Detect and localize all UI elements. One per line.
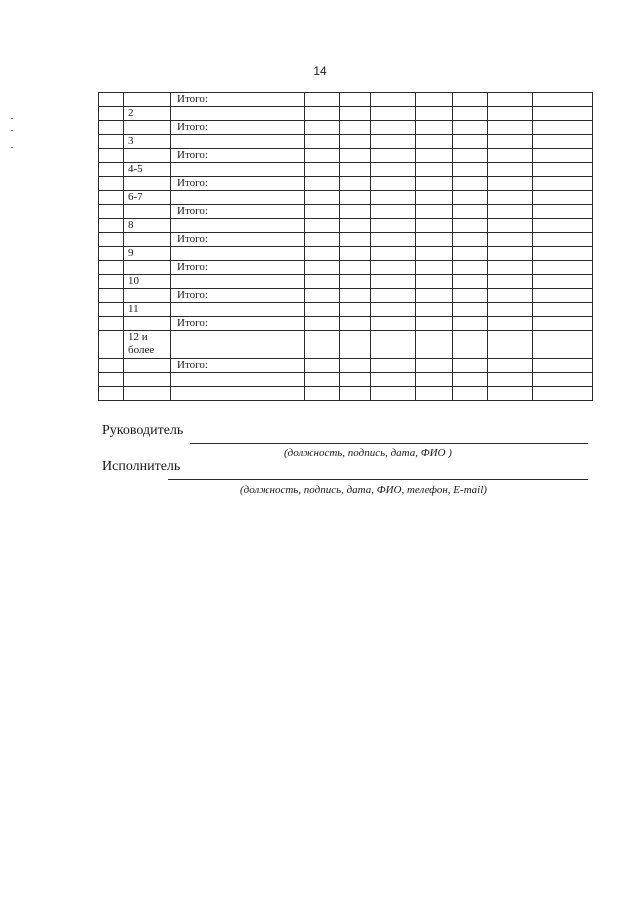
empty-cell (416, 317, 453, 331)
table-row (99, 219, 593, 233)
label-cell: Итого: (171, 177, 305, 191)
empty-cell (453, 261, 488, 275)
empty-cell (371, 359, 416, 373)
empty-cell (371, 387, 416, 401)
empty-cell (305, 275, 340, 289)
label-cell: Итого: (171, 149, 305, 163)
label-cell: Итого: (171, 233, 305, 247)
label-cell: Итого: (171, 93, 305, 107)
empty-cell (340, 233, 371, 247)
empty-cell (99, 275, 124, 289)
empty-cell (416, 387, 453, 401)
empty-cell (533, 373, 593, 387)
table-row (99, 317, 593, 331)
empty-cell (488, 177, 533, 191)
table-row (99, 107, 593, 121)
empty-cell (340, 93, 371, 107)
empty-cell (453, 107, 488, 121)
empty-cell (305, 261, 340, 275)
empty-cell (305, 317, 340, 331)
table-row (99, 233, 593, 247)
table-row (99, 191, 593, 205)
group-cell: 6-7 (124, 191, 171, 205)
empty-cell (371, 191, 416, 205)
empty-cell (488, 163, 533, 177)
empty-cell (533, 331, 593, 359)
report-table (98, 92, 593, 401)
group-cell: 2 (124, 107, 171, 121)
group-cell: 4-5 (124, 163, 171, 177)
empty-cell (453, 93, 488, 107)
empty-cell (488, 93, 533, 107)
empty-cell (371, 121, 416, 135)
label-cell (171, 191, 305, 205)
empty-cell (99, 163, 124, 177)
empty-cell (533, 107, 593, 121)
empty-cell (453, 233, 488, 247)
empty-cell (488, 247, 533, 261)
empty-cell (305, 219, 340, 233)
empty-cell (416, 163, 453, 177)
empty-cell (371, 275, 416, 289)
group-cell (124, 261, 171, 275)
label-cell (171, 331, 305, 359)
empty-cell (533, 303, 593, 317)
empty-cell (340, 163, 371, 177)
head-label: Руководитель (102, 423, 184, 438)
table-row (99, 331, 593, 359)
empty-cell (533, 191, 593, 205)
label-cell (171, 219, 305, 233)
empty-cell (340, 331, 371, 359)
empty-cell (99, 191, 124, 205)
empty-cell (488, 317, 533, 331)
scan-margin-mark (11, 130, 13, 131)
empty-cell (371, 317, 416, 331)
empty-cell (533, 359, 593, 373)
empty-cell (533, 177, 593, 191)
empty-cell (533, 275, 593, 289)
empty-cell (416, 219, 453, 233)
empty-cell (533, 205, 593, 219)
table-row (99, 163, 593, 177)
table-row (99, 289, 593, 303)
group-cell: 10 (124, 275, 171, 289)
empty-cell (453, 359, 488, 373)
empty-cell (416, 135, 453, 149)
group-cell (124, 317, 171, 331)
table-body (99, 93, 593, 401)
empty-cell (371, 107, 416, 121)
group-cell (124, 233, 171, 247)
empty-cell (453, 387, 488, 401)
empty-cell (305, 233, 340, 247)
executor-signature-line (168, 479, 588, 480)
table-row (99, 373, 593, 387)
empty-cell (99, 289, 124, 303)
empty-cell (99, 121, 124, 135)
group-cell (124, 177, 171, 191)
empty-cell (453, 303, 488, 317)
empty-cell (453, 163, 488, 177)
empty-cell (533, 247, 593, 261)
empty-cell (340, 149, 371, 163)
group-cell (124, 121, 171, 135)
group-cell (124, 289, 171, 303)
group-cell: 12 и более (124, 331, 171, 359)
empty-cell (340, 317, 371, 331)
empty-cell (371, 373, 416, 387)
label-cell (171, 135, 305, 149)
group-cell (124, 205, 171, 219)
empty-cell (453, 121, 488, 135)
label-cell (171, 275, 305, 289)
empty-cell (488, 303, 533, 317)
empty-cell (305, 359, 340, 373)
empty-cell (340, 261, 371, 275)
group-cell (124, 149, 171, 163)
empty-cell (99, 93, 124, 107)
label-cell (171, 303, 305, 317)
empty-cell (416, 205, 453, 219)
empty-cell (371, 205, 416, 219)
label-cell: Итого: (171, 289, 305, 303)
table-row (99, 149, 593, 163)
table-row (99, 177, 593, 191)
empty-cell (416, 149, 453, 163)
empty-cell (453, 373, 488, 387)
empty-cell (416, 177, 453, 191)
table-row (99, 359, 593, 373)
empty-cell (416, 303, 453, 317)
empty-cell (488, 191, 533, 205)
empty-cell (305, 107, 340, 121)
page-number: 14 (313, 64, 327, 78)
head-signature-line (190, 443, 588, 444)
empty-cell (305, 331, 340, 359)
empty-cell (305, 163, 340, 177)
empty-cell (340, 373, 371, 387)
group-cell (124, 387, 171, 401)
empty-cell (99, 205, 124, 219)
empty-cell (340, 219, 371, 233)
empty-cell (340, 289, 371, 303)
empty-cell (305, 205, 340, 219)
empty-cell (99, 261, 124, 275)
empty-cell (99, 219, 124, 233)
label-cell (171, 373, 305, 387)
empty-cell (533, 219, 593, 233)
empty-cell (416, 275, 453, 289)
empty-cell (99, 247, 124, 261)
group-cell: 8 (124, 219, 171, 233)
empty-cell (533, 317, 593, 331)
empty-cell (416, 373, 453, 387)
empty-cell (371, 163, 416, 177)
empty-cell (453, 135, 488, 149)
empty-cell (305, 289, 340, 303)
label-cell (171, 107, 305, 121)
label-cell: Итого: (171, 261, 305, 275)
scan-margin-mark (11, 118, 13, 119)
empty-cell (453, 275, 488, 289)
empty-cell (371, 219, 416, 233)
empty-cell (99, 107, 124, 121)
empty-cell (488, 373, 533, 387)
empty-cell (305, 373, 340, 387)
empty-cell (488, 331, 533, 359)
empty-cell (305, 191, 340, 205)
empty-cell (340, 205, 371, 219)
empty-cell (305, 121, 340, 135)
label-cell: Итого: (171, 121, 305, 135)
empty-cell (416, 191, 453, 205)
empty-cell (371, 149, 416, 163)
empty-cell (488, 233, 533, 247)
group-cell: 3 (124, 135, 171, 149)
empty-cell (416, 261, 453, 275)
empty-cell (340, 107, 371, 121)
head-caption: (должность, подпись, дата, ФИО ) (284, 447, 452, 459)
table-row (99, 205, 593, 219)
empty-cell (340, 247, 371, 261)
label-cell (171, 247, 305, 261)
empty-cell (305, 387, 340, 401)
empty-cell (371, 247, 416, 261)
empty-cell (488, 135, 533, 149)
empty-cell (340, 275, 371, 289)
empty-cell (305, 135, 340, 149)
empty-cell (488, 261, 533, 275)
table-row (99, 275, 593, 289)
empty-cell (453, 331, 488, 359)
empty-cell (533, 387, 593, 401)
empty-cell (340, 303, 371, 317)
table-row (99, 247, 593, 261)
empty-cell (453, 177, 488, 191)
empty-cell (99, 359, 124, 373)
executor-label: Исполнитель (102, 459, 181, 474)
empty-cell (340, 177, 371, 191)
empty-cell (99, 331, 124, 359)
table-row (99, 93, 593, 107)
empty-cell (416, 121, 453, 135)
empty-cell (488, 205, 533, 219)
empty-cell (533, 93, 593, 107)
empty-cell (340, 121, 371, 135)
empty-cell (488, 289, 533, 303)
empty-cell (371, 331, 416, 359)
empty-cell (533, 121, 593, 135)
empty-cell (416, 289, 453, 303)
empty-cell (371, 233, 416, 247)
empty-cell (488, 219, 533, 233)
empty-cell (453, 219, 488, 233)
empty-cell (488, 359, 533, 373)
empty-cell (340, 359, 371, 373)
label-cell: Итого: (171, 317, 305, 331)
scan-margin-mark (11, 147, 13, 148)
group-cell: 9 (124, 247, 171, 261)
empty-cell (488, 107, 533, 121)
empty-cell (340, 387, 371, 401)
group-cell (124, 359, 171, 373)
empty-cell (453, 149, 488, 163)
empty-cell (416, 359, 453, 373)
empty-cell (533, 233, 593, 247)
label-cell: Итого: (171, 359, 305, 373)
empty-cell (371, 135, 416, 149)
empty-cell (453, 317, 488, 331)
empty-cell (453, 205, 488, 219)
table-row (99, 303, 593, 317)
empty-cell (305, 247, 340, 261)
empty-cell (340, 135, 371, 149)
executor-caption: (должность, подпись, дата, ФИО, телефон, E-mail) (240, 484, 487, 496)
label-cell (171, 387, 305, 401)
empty-cell (340, 191, 371, 205)
empty-cell (371, 289, 416, 303)
empty-cell (99, 317, 124, 331)
empty-cell (416, 233, 453, 247)
empty-cell (488, 275, 533, 289)
empty-cell (371, 303, 416, 317)
table-row (99, 121, 593, 135)
table-row (99, 261, 593, 275)
empty-cell (416, 331, 453, 359)
empty-cell (371, 93, 416, 107)
empty-cell (305, 93, 340, 107)
empty-cell (488, 121, 533, 135)
empty-cell (99, 177, 124, 191)
group-cell: 11 (124, 303, 171, 317)
empty-cell (99, 135, 124, 149)
group-cell (124, 373, 171, 387)
label-cell: Итого: (171, 205, 305, 219)
empty-cell (453, 191, 488, 205)
group-cell (124, 93, 171, 107)
table-row (99, 387, 593, 401)
table-row (99, 135, 593, 149)
empty-cell (305, 303, 340, 317)
empty-cell (371, 261, 416, 275)
empty-cell (533, 135, 593, 149)
empty-cell (305, 177, 340, 191)
empty-cell (416, 93, 453, 107)
empty-cell (453, 289, 488, 303)
empty-cell (533, 261, 593, 275)
empty-cell (488, 149, 533, 163)
empty-cell (533, 289, 593, 303)
label-cell (171, 163, 305, 177)
empty-cell (416, 107, 453, 121)
empty-cell (371, 177, 416, 191)
empty-cell (99, 233, 124, 247)
empty-cell (533, 163, 593, 177)
empty-cell (453, 247, 488, 261)
empty-cell (305, 149, 340, 163)
empty-cell (533, 149, 593, 163)
empty-cell (99, 303, 124, 317)
empty-cell (99, 149, 124, 163)
empty-cell (99, 387, 124, 401)
empty-cell (416, 247, 453, 261)
empty-cell (99, 373, 124, 387)
empty-cell (488, 387, 533, 401)
